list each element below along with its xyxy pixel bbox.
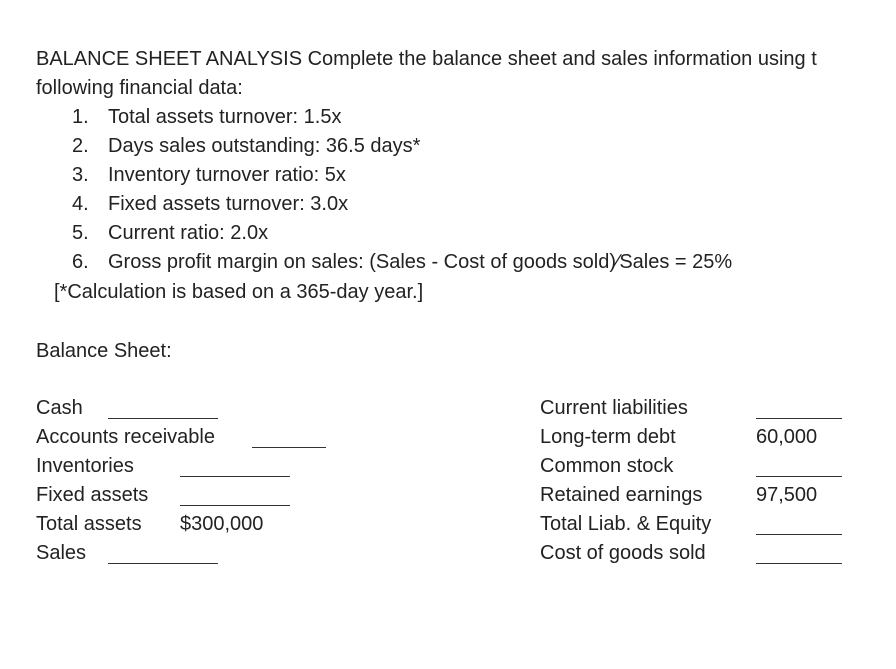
intro-line-1: BALANCE SHEET ANALYSIS Complete the balance sheet and sales information using t xyxy=(36,48,817,70)
footnote: [*Calculation is based on a 365-day year.] xyxy=(54,281,424,303)
list-text: Total assets turnover: 1.5x xyxy=(108,106,342,128)
cash-label: Cash xyxy=(36,397,83,419)
inventories-label: Inventories xyxy=(36,455,134,477)
total-assets-label: Total assets xyxy=(36,513,142,535)
list-item xyxy=(72,163,346,187)
common-stock-label: Common stock xyxy=(540,455,674,477)
list-text: Days sales outstanding: 36.5 days* xyxy=(108,135,421,157)
total-assets-value: $300,000 xyxy=(180,513,264,535)
sales-blank xyxy=(108,563,218,564)
retained-earnings-value: 97,500 xyxy=(756,484,818,506)
retained-earnings-label: Retained earnings xyxy=(540,484,703,506)
accounts-receivable-blank xyxy=(252,447,326,448)
list-text: Current ratio: 2.0x xyxy=(108,222,269,244)
list-number: 4. xyxy=(72,193,89,215)
list-item xyxy=(72,105,341,129)
total-liab-equity-label: Total Liab. & Equity xyxy=(540,513,712,535)
long-term-debt-label: Long-term debt xyxy=(540,426,676,448)
current-liabilities-blank xyxy=(756,418,842,419)
sales-label: Sales xyxy=(36,542,87,564)
list-number: 6. xyxy=(72,251,89,273)
common-stock-blank xyxy=(756,476,842,477)
list-text: Fixed assets turnover: 3.0x xyxy=(108,193,349,215)
list-text: Inventory turnover ratio: 5x xyxy=(108,164,346,186)
list-item xyxy=(72,250,732,274)
cash-blank xyxy=(108,418,218,419)
section-title: Balance Sheet: xyxy=(36,340,172,362)
accounts-receivable-label: Accounts receivable xyxy=(36,426,215,448)
long-term-debt-value: 60,000 xyxy=(756,426,818,448)
list-number: 1. xyxy=(72,106,89,128)
fixed-assets-blank xyxy=(180,505,290,506)
cost-of-goods-sold-blank xyxy=(756,563,842,564)
intro-line-2: following financial data: xyxy=(36,77,243,99)
list-number: 2. xyxy=(72,135,89,157)
list-item xyxy=(72,134,420,158)
current-liabilities-label: Current liabilities xyxy=(540,397,688,419)
list-item xyxy=(72,192,348,216)
total-liab-equity-blank xyxy=(756,534,842,535)
cost-of-goods-sold-label: Cost of goods sold xyxy=(540,542,706,564)
inventories-blank xyxy=(180,476,290,477)
list-text: Gross profit margin on sales: (Sales - Cost of goods sold)∕Sales = 25% xyxy=(108,251,733,273)
fixed-assets-label: Fixed assets xyxy=(36,484,149,506)
list-item xyxy=(72,221,268,245)
list-number: 3. xyxy=(72,164,89,186)
list-number: 5. xyxy=(72,222,89,244)
